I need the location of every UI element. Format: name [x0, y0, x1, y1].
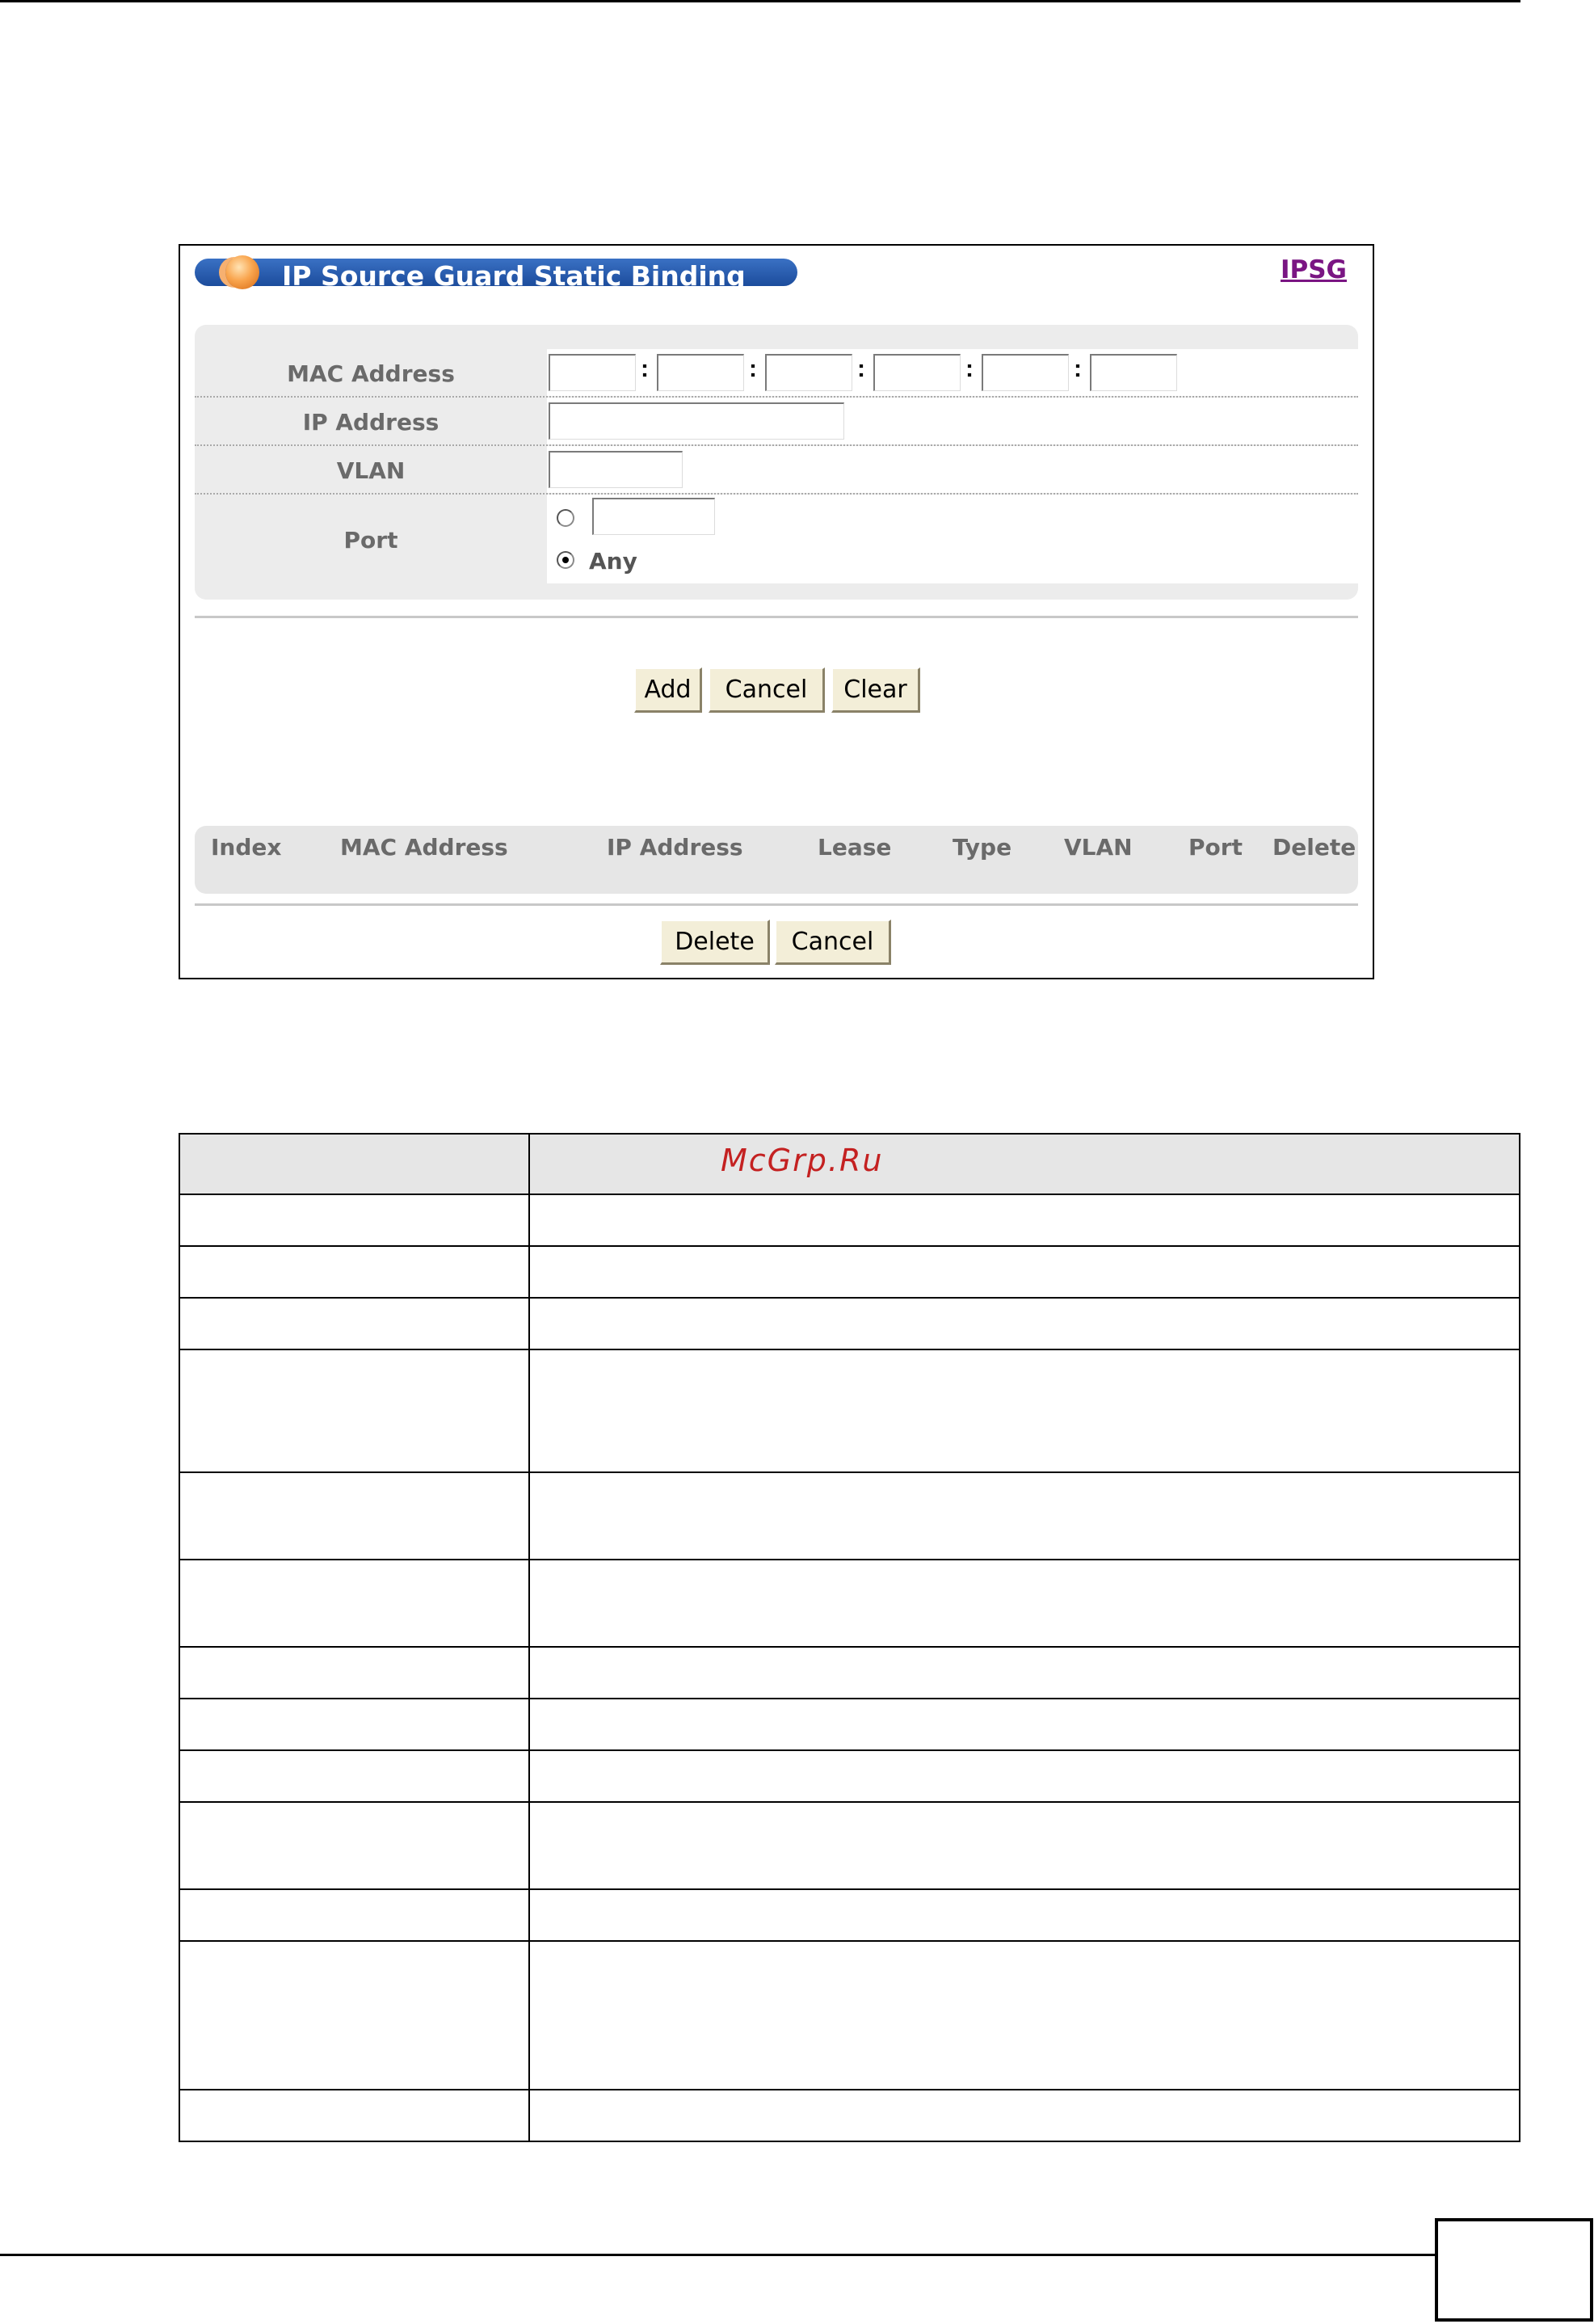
- divider: [195, 903, 1358, 906]
- ip-address-label: IP Address: [302, 409, 440, 436]
- mac-octet-4-input[interactable]: [873, 354, 961, 391]
- mac-address-row: [195, 349, 1358, 398]
- vlan-label: VLAN: [336, 457, 406, 484]
- divider: [195, 616, 1358, 618]
- column-header-index: Index: [211, 834, 282, 861]
- port-label: Port: [343, 527, 398, 554]
- vlan-field-area: [547, 446, 1358, 493]
- mac-octet-2-input[interactable]: [657, 354, 744, 391]
- top-rule: [0, 0, 1520, 2]
- mac-separator: :: [965, 356, 974, 382]
- ip-source-guard-static-binding-window: [179, 244, 1374, 979]
- vlan-row: [195, 446, 1358, 495]
- mac-octet-5-input[interactable]: [982, 354, 1069, 391]
- ip-address-input[interactable]: [549, 402, 844, 440]
- delete-button[interactable]: Delete: [660, 920, 770, 965]
- port-any-label: Any: [589, 548, 637, 575]
- port-field-area: [547, 495, 1358, 583]
- table-row: [179, 1889, 1520, 1941]
- column-header-vlan: VLAN: [1064, 834, 1133, 861]
- column-header-port: Port: [1188, 834, 1243, 861]
- port-specific-radio[interactable]: [557, 509, 574, 527]
- page-number-box: [1435, 2218, 1593, 2322]
- port-row: [195, 495, 1358, 583]
- mac-address-label: MAC Address: [287, 360, 455, 387]
- table-row: [179, 1246, 1520, 1298]
- table-row: [179, 2090, 1520, 2141]
- port-any-radio[interactable]: [557, 551, 574, 569]
- clear-button[interactable]: Clear: [831, 667, 920, 713]
- table-row: [179, 1699, 1520, 1750]
- column-header-ip-address: IP Address: [607, 834, 743, 861]
- watermark: McGrp.Ru: [721, 1143, 884, 1178]
- add-button[interactable]: Add: [634, 667, 702, 713]
- cancel-delete-button[interactable]: Cancel: [775, 920, 891, 965]
- ip-address-row: [195, 398, 1358, 446]
- table-row: [179, 1560, 1520, 1647]
- column-header-mac-address: MAC Address: [340, 834, 508, 861]
- cancel-button[interactable]: Cancel: [709, 667, 825, 713]
- mac-octet-3-input[interactable]: [765, 354, 852, 391]
- table-row: [179, 1647, 1520, 1699]
- mac-separator: :: [749, 356, 757, 382]
- table-row: [179, 1802, 1520, 1889]
- orange-ball-icon: [225, 255, 259, 289]
- binding-form: [195, 325, 1358, 600]
- ip-address-field-area: [547, 398, 1358, 444]
- binding-list-header: [195, 826, 1358, 894]
- table-row: [179, 1298, 1520, 1349]
- column-header-type: Type: [953, 834, 1012, 861]
- mac-separator: :: [641, 356, 649, 382]
- mac-separator: :: [857, 356, 865, 382]
- window-title: IP Source Guard Static Binding: [282, 260, 746, 292]
- column-header-lease: Lease: [818, 834, 892, 861]
- mac-octet-6-input[interactable]: [1090, 354, 1177, 391]
- ipsg-link[interactable]: IPSG: [1280, 255, 1347, 284]
- mac-address-fields: [547, 349, 1358, 396]
- table-row: [179, 1750, 1520, 1802]
- bottom-rule: [0, 2254, 1435, 2256]
- table-row: [179, 1472, 1520, 1560]
- table-row: [179, 1349, 1520, 1472]
- table-row: [179, 1941, 1520, 2090]
- description-table: [179, 1133, 1520, 2142]
- mac-octet-1-input[interactable]: [549, 354, 636, 391]
- column-header-delete: Delete: [1272, 834, 1356, 861]
- mac-separator: :: [1074, 356, 1082, 382]
- port-number-input[interactable]: [592, 498, 715, 535]
- table-row: [179, 1194, 1520, 1246]
- title-bar: [195, 259, 797, 292]
- vlan-input[interactable]: [549, 451, 683, 488]
